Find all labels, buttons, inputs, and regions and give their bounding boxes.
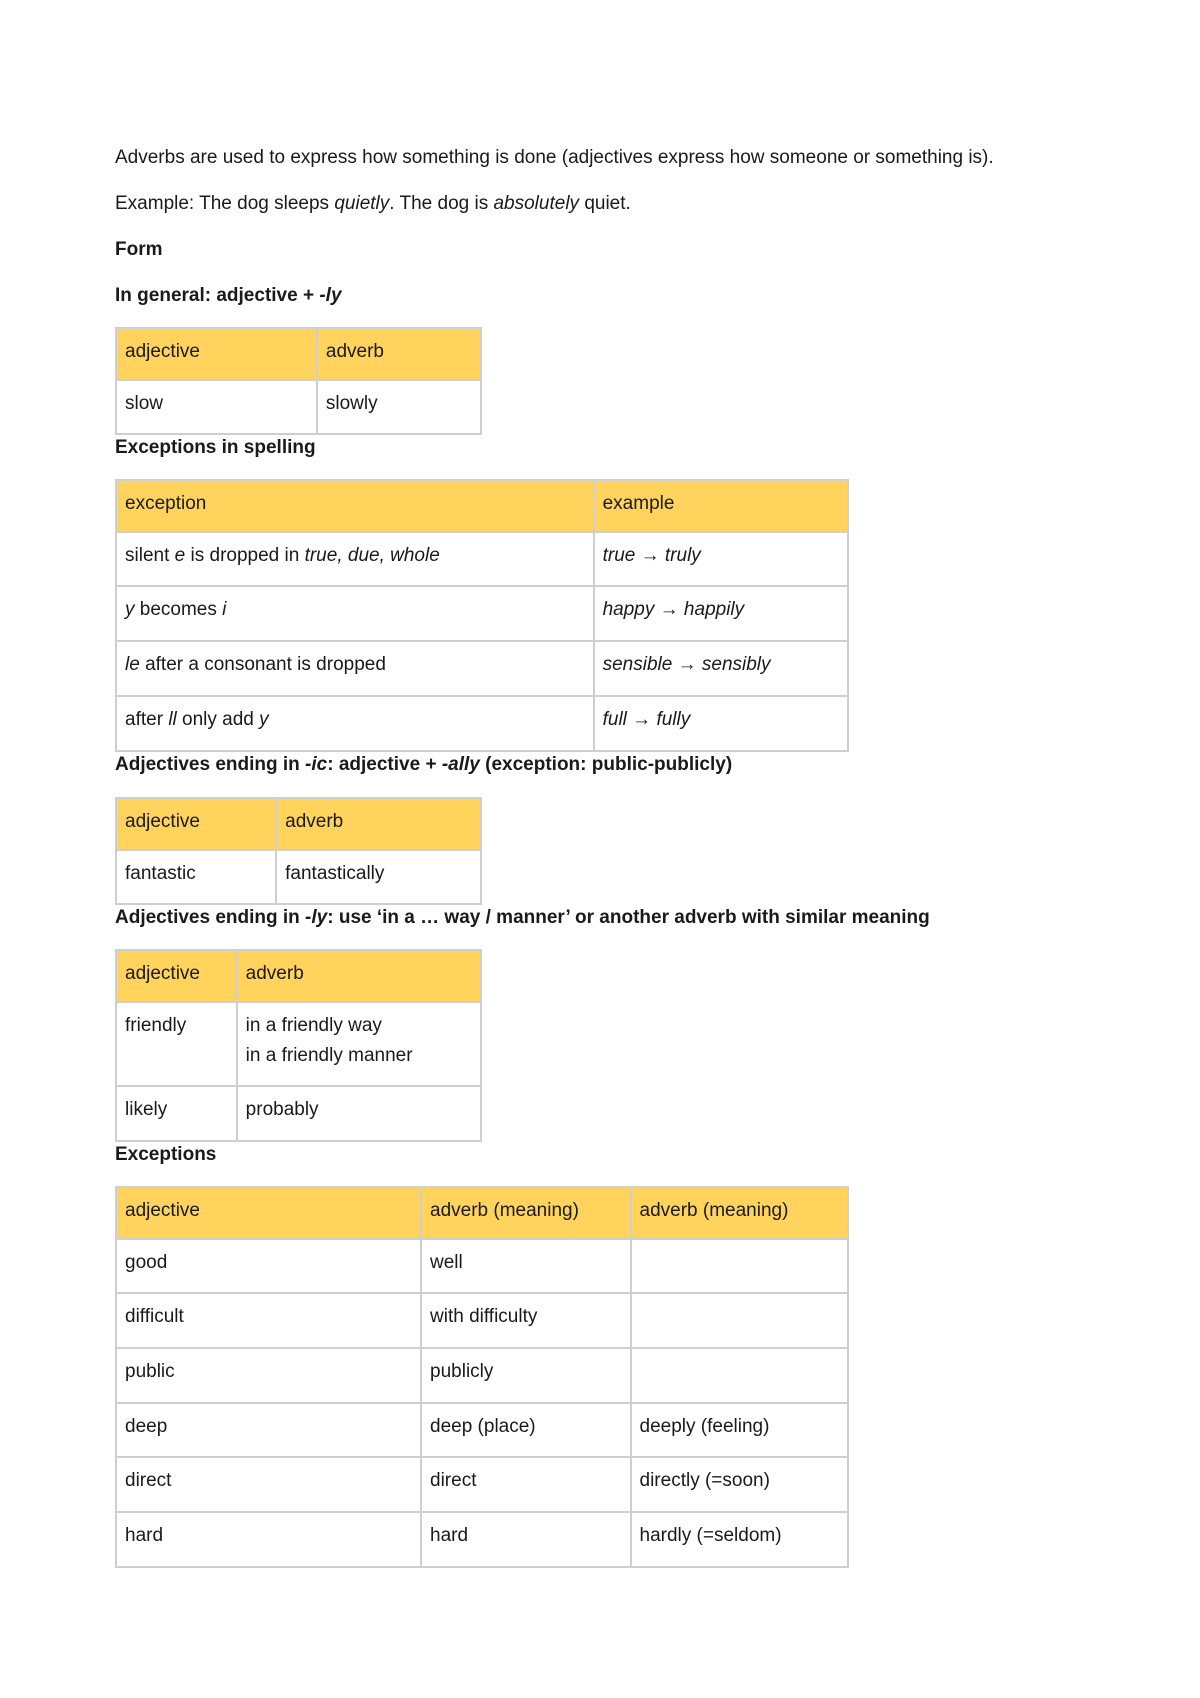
cell-text: only add xyxy=(176,709,260,730)
table-cell: deeply (feeling) xyxy=(631,1403,848,1457)
table-header-row xyxy=(116,328,481,380)
table-header-cell: adjective xyxy=(116,1187,421,1239)
ly-rule-table xyxy=(115,949,482,1142)
table-row xyxy=(116,1293,848,1348)
table-cell: deep (place) xyxy=(421,1403,631,1457)
example-italic-word: quietly xyxy=(334,193,390,214)
table-cell xyxy=(116,532,594,586)
general-rule-heading xyxy=(115,284,342,308)
table-row xyxy=(116,1239,848,1293)
table-cell: hard xyxy=(116,1512,421,1567)
table-row xyxy=(116,532,848,586)
exceptions-heading: Exceptions xyxy=(115,1144,217,1165)
table-cell xyxy=(116,696,594,751)
table-row xyxy=(116,1403,848,1457)
table-cell: hard xyxy=(421,1512,631,1567)
ly-rule-heading xyxy=(115,906,930,930)
table-header-cell: adverb (meaning) xyxy=(421,1187,631,1239)
table-header-row xyxy=(116,950,481,1002)
table-cell: direct xyxy=(421,1457,631,1512)
table-header-cell: adverb (meaning) xyxy=(631,1187,848,1239)
table-row xyxy=(116,586,848,641)
heading-text: (exception: public-publicly) xyxy=(479,754,733,775)
example-text: . The dog is xyxy=(389,193,494,214)
table-cell xyxy=(594,586,848,641)
cell-italic: happy → happily xyxy=(602,599,745,620)
table-cell xyxy=(116,586,594,641)
heading-italic: -ally xyxy=(441,754,480,775)
ic-rule-table xyxy=(115,797,482,905)
table-header-row xyxy=(116,480,848,532)
cell-text: becomes xyxy=(134,599,223,620)
table-cell: slowly xyxy=(317,380,481,434)
cell-text: after a consonant is dropped xyxy=(139,654,386,675)
table-header-cell: adjective xyxy=(116,798,276,850)
example-sentence xyxy=(115,192,631,216)
table-cell: publicly xyxy=(421,1348,631,1403)
table-cell xyxy=(631,1239,848,1293)
table-cell: slow xyxy=(116,380,317,434)
example-text: quiet. xyxy=(579,193,631,214)
table-header-cell: adverb xyxy=(237,950,481,1002)
table-cell: probably xyxy=(237,1086,481,1141)
example-text: Example: The dog sleeps xyxy=(115,193,335,214)
table-cell: directly (=soon) xyxy=(631,1457,848,1512)
spelling-exceptions-table xyxy=(115,479,849,752)
table-row xyxy=(116,850,481,904)
table-header-cell: adverb xyxy=(276,798,481,850)
table-cell: fantastic xyxy=(116,850,276,904)
exceptions-table xyxy=(115,1186,849,1568)
table-cell xyxy=(631,1293,848,1348)
table-cell: hardly (=seldom) xyxy=(631,1512,848,1567)
table-header-cell: exception xyxy=(116,480,594,532)
heading-text: : adjective + xyxy=(327,754,442,775)
heading-text: In general: adjective + xyxy=(115,285,320,306)
table-cell: friendly xyxy=(116,1002,237,1086)
cell-italic: true → truly xyxy=(602,545,701,566)
table-row xyxy=(116,1002,481,1086)
table-row xyxy=(116,696,848,751)
cell-italic: sensible → sensibly xyxy=(602,654,771,675)
table-cell: deep xyxy=(116,1403,421,1457)
table-cell: with difficulty xyxy=(421,1293,631,1348)
heading-italic: -ly xyxy=(319,285,342,306)
table-row xyxy=(116,1457,848,1512)
table-cell xyxy=(594,696,848,751)
table-header-row xyxy=(116,798,481,850)
cell-italic: y xyxy=(259,709,269,730)
heading-italic: -ly xyxy=(305,907,328,928)
spelling-exceptions-heading: Exceptions in spelling xyxy=(115,437,316,458)
cell-text: after xyxy=(125,709,169,730)
table-cell: well xyxy=(421,1239,631,1293)
intro-paragraph: Adverbs are used to express how something is done (adjectives express how someone or something is). xyxy=(115,147,994,168)
ic-rule-heading xyxy=(115,753,732,777)
cell-italic: le xyxy=(125,654,140,675)
table-header-row xyxy=(116,1187,848,1239)
heading-text: Adjectives ending in xyxy=(115,754,306,775)
table-cell: difficult xyxy=(116,1293,421,1348)
table-row xyxy=(116,1086,481,1141)
table-cell: public xyxy=(116,1348,421,1403)
table-header-cell: adjective xyxy=(116,950,237,1002)
table-cell xyxy=(594,532,848,586)
table-cell xyxy=(116,641,594,696)
cell-italic: i xyxy=(222,599,227,620)
table-cell: in a friendly way in a friendly manner xyxy=(237,1002,481,1086)
table-header-cell: adjective xyxy=(116,328,317,380)
heading-text: Adjectives ending in xyxy=(115,907,306,928)
form-heading: Form xyxy=(115,239,163,260)
table-row xyxy=(116,1512,848,1567)
table-header-cell: adverb xyxy=(317,328,481,380)
table-cell xyxy=(631,1348,848,1403)
heading-text: : use ‘in a … way / manner’ or another adverb with similar meaning xyxy=(327,907,930,928)
table-header-cell: example xyxy=(594,480,848,532)
table-cell: likely xyxy=(116,1086,237,1141)
cell-italic: true, due, whole xyxy=(304,545,440,566)
cell-italic: y xyxy=(125,599,135,620)
cell-italic: ll xyxy=(168,709,177,730)
cell-text: silent xyxy=(125,545,175,566)
cell-text: is dropped in xyxy=(185,545,305,566)
example-italic-word: absolutely xyxy=(493,193,580,214)
cell-italic: e xyxy=(174,545,186,566)
general-rule-table xyxy=(115,327,482,435)
table-row xyxy=(116,641,848,696)
table-cell: direct xyxy=(116,1457,421,1512)
heading-italic: -ic xyxy=(305,754,328,775)
table-cell xyxy=(594,641,848,696)
table-cell: good xyxy=(116,1239,421,1293)
table-row xyxy=(116,1348,848,1403)
table-row xyxy=(116,380,481,434)
cell-italic: full → fully xyxy=(602,709,691,730)
table-cell: fantastically xyxy=(276,850,481,904)
